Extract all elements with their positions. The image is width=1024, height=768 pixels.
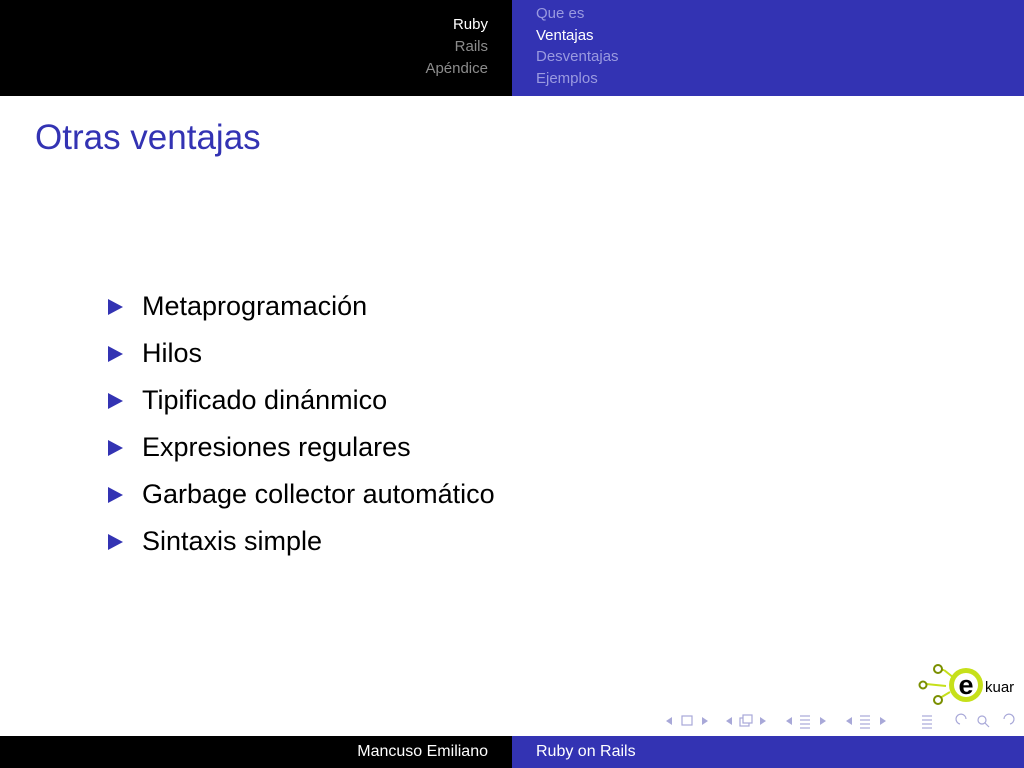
subsection-link-ejemplos[interactable]: Ejemplos [536,70,598,87]
bullet-triangle-icon [108,346,123,362]
footer-author: Mancuso Emiliano [357,743,488,760]
bullet-text: Sintaxis simple [142,526,323,556]
section-nav [0,0,512,96]
bullet-triangle-icon [108,393,123,409]
logo-wordmark: kuar [985,679,1015,696]
bullet-text: Tipificado dinánmico [142,385,388,415]
bullet-triangle-icon [108,440,123,456]
slide-title: Otras ventajas [35,118,261,157]
nav-frame-forward-icon[interactable] [760,717,766,725]
nav-slide-icon[interactable] [682,716,692,725]
bullet-triangle-icon [108,487,123,503]
footer [0,736,1024,768]
section-link-apendice[interactable]: Apéndice [425,60,488,77]
subsection-link-desventajas[interactable]: Desventajas [536,48,619,65]
bullet-item [108,424,495,471]
logo-letter: e [958,670,974,700]
bullet-item [108,377,495,424]
bullet-text: Metaprogramación [142,291,368,321]
nav-forward-arrow-icon[interactable] [1004,714,1014,724]
subsection-link-que-es[interactable]: Que es [536,5,585,22]
bullet-item [108,471,495,518]
bullet-text: Expresiones regulares [142,432,411,462]
bullet-triangle-icon [108,534,123,550]
bullet-list [108,283,495,565]
ekuar-logo [918,660,1018,708]
nav-slide-back-icon[interactable] [666,717,672,725]
nav-back-arrow-icon[interactable] [956,714,966,724]
nav-subsection-back-icon[interactable] [786,717,792,725]
footer-title-box [512,736,1024,768]
bullet-item [108,283,495,330]
nav-subsection-icon[interactable] [800,716,810,728]
beamer-navigation-symbols [662,708,1022,734]
nav-frame-back-icon[interactable] [726,717,732,725]
footer-talk-title: Ruby on Rails [536,743,636,760]
nav-subsection-forward-icon[interactable] [820,717,826,725]
nav-section-icon[interactable] [860,716,870,728]
bullet-triangle-icon [108,299,123,315]
nav-search-icon[interactable] [978,716,989,727]
header-navigation [0,0,1024,96]
footer-author-box [0,736,512,768]
nav-section-back-icon[interactable] [846,717,852,725]
bullet-text: Garbage collector automático [142,479,495,509]
subsection-nav [512,0,1024,96]
section-link-rails[interactable]: Rails [454,38,488,55]
nav-slide-forward-icon[interactable] [702,717,708,725]
nav-frame-icon[interactable] [740,715,752,726]
subsection-link-ventajas[interactable]: Ventajas [536,27,594,44]
bullet-item [108,518,495,565]
bullet-text: Hilos [142,338,203,368]
nav-section-forward-icon[interactable] [880,717,886,725]
section-link-ruby[interactable]: Ruby [452,16,488,33]
nav-document-icon[interactable] [922,716,932,728]
bullet-item [108,330,495,377]
